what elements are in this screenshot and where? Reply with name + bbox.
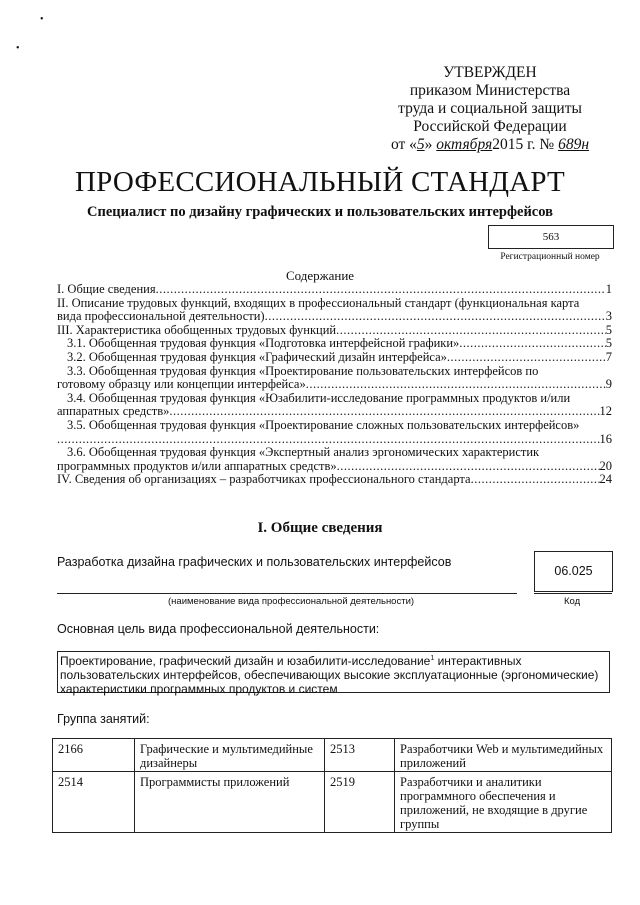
toc-item[interactable]: III. Характеристика обобщенных трудовых функций ..... 5: [57, 324, 612, 338]
group-code: 2513: [325, 739, 395, 772]
group-name: Графические и мультимедийные дизайнеры: [135, 739, 325, 772]
table-row: [53, 772, 612, 833]
table-row: [53, 739, 612, 772]
toc-item[interactable]: IV. Сведения об организациях – разработчиках профессионального стандарта ..... 24: [57, 473, 612, 487]
approval-date: от «5» октября2015 г. № 689н: [390, 136, 590, 153]
toc-item[interactable]: аппаратных средств» ..... 12: [57, 405, 612, 419]
toc-item[interactable]: программных продуктов и/или аппаратных средств» ..... 20: [57, 460, 612, 474]
activity-name: Разработка дизайна графических и пользовательских интерфейсов: [57, 555, 452, 569]
scan-mark: •: [16, 43, 20, 54]
group-name: Программисты приложений: [135, 772, 325, 833]
approval-block: [360, 64, 620, 154]
activity-code-box: 06.025: [534, 551, 613, 592]
toc-heading: Содержание: [285, 268, 355, 283]
toc-item[interactable]: I. Общие сведения ..... 1: [57, 283, 612, 297]
approval-number: 689н: [558, 136, 590, 153]
toc-item-line: 3.3. Обобщенная трудовая функция «Проектирование пользовательских интерфейсов по: [67, 363, 539, 378]
document-title: ПРОФЕССИОНАЛЬНЫЙ СТАНДАРТ: [75, 166, 565, 198]
activity-name-underline: [57, 593, 517, 594]
scan-mark: •: [40, 14, 44, 25]
approval-line: труда и социальной защиты: [398, 100, 582, 117]
group-name: Разработчики Web и мультимедийных приложений: [395, 739, 612, 772]
code-caption: Код: [564, 596, 581, 607]
group-code: 2519: [325, 772, 395, 833]
toc-item-line: II. Описание трудовых функций, входящих в профессиональный стандарт (функциональная карта: [57, 295, 580, 310]
group-code: 2166: [53, 739, 135, 772]
approval-line: УТВЕРЖДЕН: [443, 64, 537, 81]
section-title: I. Общие сведения: [257, 520, 383, 536]
approval-day: 5: [416, 136, 425, 153]
registration-number-box: 563: [488, 225, 614, 249]
toc-item[interactable]: готовому образцу или концепции интерфейса» ..... 9: [57, 378, 612, 392]
code-underline: [534, 593, 612, 594]
approval-line: Российской Федерации: [413, 118, 567, 135]
toc-item[interactable]: ..... 16: [57, 433, 612, 447]
activity-caption: (наименование вида профессиональной деятельности): [168, 596, 415, 607]
group-label: Группа занятий:: [57, 712, 150, 726]
group-name: Разработчики и аналитики программного обеспечения и приложений, не входящие в другие группы: [395, 772, 612, 833]
toc-item-line: 3.6. Обобщенная трудовая функция «Экспертный анализ эргономических характеристик: [67, 445, 540, 460]
goal-box: [57, 651, 610, 696]
footnote-marker[interactable]: 1: [430, 655, 435, 662]
goal-text: интерактивных пользовательских интерфейсов, обеспечивающих высокие эксплуатационные (эргономические) характеристики программных продуктов и систем: [60, 654, 599, 696]
approval-line: приказом Министерства: [409, 82, 571, 99]
toc-item[interactable]: вида профессиональной деятельности) ..... 3: [57, 310, 612, 324]
toc-item[interactable]: 3.2. Обобщенная трудовая функция «Графический дизайн интерфейса» ..... 7: [57, 351, 612, 365]
toc-item-line: 3.4. Обобщенная трудовая функция «Юзабилити-исследование программных продуктов и/или: [67, 390, 571, 405]
goal-label: Основная цель вида профессиональной деятельности:: [57, 622, 380, 636]
group-code: 2514: [53, 772, 135, 833]
occupation-groups-table: [52, 738, 612, 833]
table-of-contents: [57, 283, 612, 487]
document-subtitle: Специалист по дизайну графических и пользовательских интерфейсов: [87, 204, 553, 220]
approval-month: октября: [436, 136, 493, 153]
goal-text: Проектирование, графический дизайн и юзабилити-исследование: [60, 654, 431, 668]
toc-item[interactable]: 3.1. Обобщенная трудовая функция «Подготовка интерфейсной графики» ..... 5: [57, 337, 612, 351]
registration-number-label: Регистрационный номер: [500, 252, 600, 262]
toc-item-line: 3.5. Обобщенная трудовая функция «Проектирование сложных пользовательских интерфейсов»: [67, 417, 580, 432]
